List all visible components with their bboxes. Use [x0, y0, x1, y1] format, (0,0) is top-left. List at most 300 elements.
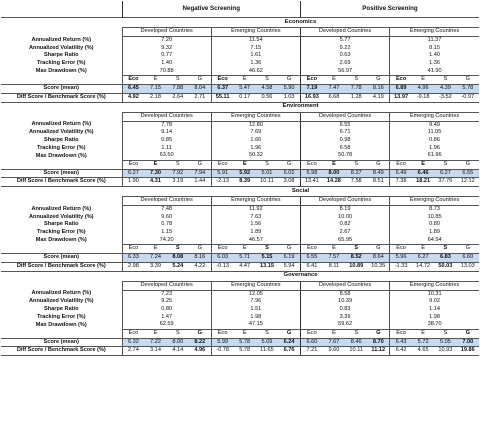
- metric-value: 0.78: [122, 221, 211, 229]
- score-diff-value: -3.52: [434, 93, 456, 102]
- metric-value: 6.58: [300, 145, 389, 153]
- metric-value: 8.73: [390, 206, 479, 214]
- metric-value: 59.62: [300, 321, 389, 329]
- region-header-row: [1, 112, 479, 121]
- metric-value: 2.67: [300, 229, 389, 237]
- metric-row: [1, 37, 479, 45]
- score-mean-value: 6.27: [434, 169, 456, 178]
- metric-value: 11.37: [390, 37, 479, 45]
- score-mean-value: 6.33: [122, 254, 144, 263]
- metric-value: 56.97: [300, 68, 389, 76]
- score-col-label: G: [367, 245, 389, 254]
- developed-header: Developed Countries: [300, 197, 389, 206]
- score-col-label: Eco: [211, 160, 233, 169]
- metric-value: 8.19: [300, 206, 389, 214]
- score-col-label: Eco: [390, 329, 412, 338]
- metric-value: 0.85: [122, 137, 211, 145]
- metric-value: 10.31: [390, 290, 479, 298]
- score-diff-value: 5.94: [278, 262, 300, 271]
- score-col-label: E: [323, 245, 345, 254]
- metric-value: 9.60: [122, 214, 211, 222]
- score-mean-value: 8.27: [345, 169, 367, 178]
- metric-value: 9.32: [122, 45, 211, 53]
- score-mean-value: 6.55: [300, 254, 322, 263]
- score-diff-value: 3.39: [144, 262, 166, 271]
- score-col-label: G: [278, 329, 300, 338]
- metric-label: Tracking Error (%): [37, 229, 86, 236]
- score-diff-value: 2.74: [122, 347, 144, 356]
- metric-value: 7.15: [211, 45, 300, 53]
- score-mean-value: 5.99: [211, 338, 233, 347]
- metric-label: Annualized Volatility (%): [29, 213, 94, 220]
- score-col-label: Eco: [300, 76, 322, 85]
- score-diff-value: 9.60: [323, 347, 345, 356]
- metric-label: Sharpe Ratio: [44, 305, 79, 312]
- score-mean-value: 8.64: [367, 254, 389, 263]
- score-mean-value: 7.57: [323, 254, 345, 263]
- metric-value: 7.63: [211, 214, 300, 222]
- metric-row: [1, 60, 479, 68]
- score-col-label: G: [457, 329, 479, 338]
- score-col-label: E: [234, 76, 256, 85]
- metric-value: 46.57: [211, 237, 300, 245]
- score-diff-value: 13.41: [300, 178, 322, 187]
- score-diff-value: -9.18: [412, 93, 434, 102]
- score-mean-value: 7.94: [189, 169, 211, 178]
- score-mean-row: [1, 169, 479, 178]
- metric-value: 0.83: [300, 306, 389, 314]
- table-cell: [1, 271, 122, 281]
- score-mean-value: 8.22: [189, 338, 211, 347]
- metric-row: [1, 221, 479, 229]
- developed-header: Developed Countries: [300, 281, 389, 290]
- score-diff-label: Diff Score / Benchmark Score (%): [1, 262, 122, 271]
- score-diff-value: 13.97: [390, 93, 412, 102]
- score-col-label: S: [345, 245, 367, 254]
- corner-cell: [1, 1, 122, 18]
- metric-label: Sharpe Ratio: [44, 136, 79, 143]
- metric-value: 1.36: [211, 60, 300, 68]
- metric-value: 0.86: [390, 137, 479, 145]
- score-diff-value: 10.11: [256, 178, 278, 187]
- score-mean-value: 6.37: [211, 85, 233, 94]
- score-col-label: E: [234, 245, 256, 254]
- metric-label: Max Drawdown (%): [35, 321, 87, 328]
- section-title-row: [1, 271, 479, 281]
- score-diff-value: 2.18: [144, 93, 166, 102]
- section-title-row: [1, 18, 479, 28]
- score-col-label: S: [167, 76, 189, 85]
- score-mean-value: 6.27: [412, 254, 434, 263]
- region-header-row: [1, 28, 479, 37]
- score-diff-row: [1, 347, 479, 356]
- score-diff-value: 4.65: [412, 347, 434, 356]
- score-diff-value: 0.56: [256, 93, 278, 102]
- score-col-header-row: [1, 76, 479, 85]
- score-col-label: S: [345, 76, 367, 85]
- score-col-label: E: [144, 160, 166, 169]
- score-col-label: Eco: [390, 160, 412, 169]
- score-mean-value: 5.91: [211, 169, 233, 178]
- score-mean-value: 5.05: [434, 338, 456, 347]
- score-mean-value: 6.19: [278, 254, 300, 263]
- score-diff-row: [1, 262, 479, 271]
- score-mean-value: 7.00: [457, 338, 479, 347]
- metric-value: 8.58: [300, 290, 389, 298]
- score-mean-value: 5.78: [457, 85, 479, 94]
- score-col-label: Eco: [122, 160, 144, 169]
- metric-row: [1, 298, 479, 306]
- metric-value: 41.90: [390, 68, 479, 76]
- metric-label: Max Drawdown (%): [35, 152, 87, 159]
- metric-value: 74.20: [122, 237, 211, 245]
- metric-value: 7.69: [211, 129, 300, 137]
- metric-value: 0.80: [122, 306, 211, 314]
- score-mean-value: 7.67: [323, 338, 345, 347]
- metric-value: 65.95: [300, 237, 389, 245]
- score-col-label: E: [234, 160, 256, 169]
- score-mean-value: 6.89: [390, 85, 412, 94]
- score-diff-value: 12.12: [457, 178, 479, 187]
- score-mean-value: 7.78: [345, 85, 367, 94]
- score-mean-value: 6.43: [390, 338, 412, 347]
- metric-value: 0.63: [300, 52, 389, 60]
- region-header-row: [1, 281, 479, 290]
- metric-value: 12.80: [211, 121, 300, 129]
- score-mean-value: 5.15: [256, 254, 278, 263]
- score-col-label: Eco: [122, 329, 144, 338]
- score-diff-value: 7.21: [300, 347, 322, 356]
- developed-header: Developed Countries: [122, 197, 211, 206]
- score-mean-value: 8.16: [367, 85, 389, 94]
- metric-row: [1, 229, 479, 237]
- results-table: [1, 1, 479, 356]
- score-col-label: S: [256, 76, 278, 85]
- metric-row: [1, 214, 479, 222]
- score-col-label: G: [367, 76, 389, 85]
- developed-header: Developed Countries: [300, 28, 389, 37]
- score-col-label: G: [189, 329, 211, 338]
- metric-row: [1, 321, 479, 329]
- score-mean-value: 8.00: [323, 169, 345, 178]
- score-mean-label: Score (mean): [1, 254, 122, 263]
- score-col-label: G: [189, 76, 211, 85]
- table-cell: [1, 160, 122, 169]
- score-diff-value: 4.22: [189, 262, 211, 271]
- score-mean-value: 5.78: [234, 338, 256, 347]
- score-col-label: Eco: [300, 245, 322, 254]
- metric-label: Sharpe Ratio: [44, 221, 79, 228]
- score-diff-value: -0.78: [211, 347, 233, 356]
- score-mean-row: [1, 85, 479, 94]
- score-mean-value: 6.03: [211, 254, 233, 263]
- score-diff-value: 1.03: [278, 93, 300, 102]
- developed-header: Developed Countries: [300, 112, 389, 121]
- developed-header: Developed Countries: [122, 112, 211, 121]
- score-mean-value: 7.30: [144, 169, 166, 178]
- developed-header: Developed Countries: [122, 281, 211, 290]
- metric-value: 10.85: [390, 214, 479, 222]
- metric-value: 10.00: [300, 214, 389, 222]
- score-col-header-row: [1, 245, 479, 254]
- score-diff-value: 10.35: [367, 262, 389, 271]
- metric-value: 2.69: [300, 60, 389, 68]
- metric-value: 50.78: [300, 152, 389, 160]
- score-col-label: G: [367, 160, 389, 169]
- metric-value: 62.59: [122, 321, 211, 329]
- score-col-label: S: [434, 76, 456, 85]
- score-mean-value: 7.47: [323, 85, 345, 94]
- metric-value: 0.77: [122, 52, 211, 60]
- score-diff-label: Diff Score / Benchmark Score (%): [1, 347, 122, 356]
- score-col-label: Eco: [300, 329, 322, 338]
- score-mean-value: 8.16: [189, 254, 211, 263]
- score-col-label: Eco: [211, 245, 233, 254]
- metric-label: Tracking Error (%): [37, 313, 86, 320]
- score-mean-value: 7.92: [167, 169, 189, 178]
- score-col-label: E: [144, 76, 166, 85]
- score-col-label: S: [434, 160, 456, 169]
- metric-row: [1, 152, 479, 160]
- metric-value: 1.98: [211, 314, 300, 322]
- emerging-header: Emerging Countries: [211, 28, 300, 37]
- score-mean-value: 5.90: [278, 85, 300, 94]
- metric-label: Tracking Error (%): [37, 60, 86, 67]
- section-title: Economics: [122, 18, 479, 28]
- score-mean-value: 5.72: [412, 338, 434, 347]
- score-diff-value: 8.39: [234, 178, 256, 187]
- table-cell: [1, 28, 122, 37]
- score-diff-value: 8.11: [323, 262, 345, 271]
- metric-value: 64.94: [390, 237, 479, 245]
- score-mean-value: 8.04: [189, 85, 211, 94]
- metric-row: [1, 137, 479, 145]
- score-diff-value: 4.19: [367, 93, 389, 102]
- metric-value: 3.39: [300, 314, 389, 322]
- metric-value: 0.82: [300, 221, 389, 229]
- score-diff-value: -1.33: [390, 262, 412, 271]
- metric-row: [1, 314, 479, 322]
- score-mean-value: 6.32: [122, 338, 144, 347]
- metric-value: 1.89: [390, 229, 479, 237]
- metric-value: 1.36: [390, 60, 479, 68]
- metric-value: 1.96: [211, 145, 300, 153]
- score-mean-value: 8.52: [345, 254, 367, 263]
- score-col-label: S: [434, 329, 456, 338]
- table-cell: [1, 112, 122, 121]
- score-col-label: E: [412, 329, 434, 338]
- metric-value: 9.22: [300, 45, 389, 53]
- metric-value: 7.48: [122, 206, 211, 214]
- metric-value: 7.96: [211, 298, 300, 306]
- score-col-label: S: [256, 160, 278, 169]
- score-col-label: G: [189, 160, 211, 169]
- metric-value: 1.56: [211, 221, 300, 229]
- metric-value: 46.62: [211, 68, 300, 76]
- score-col-label: G: [457, 245, 479, 254]
- score-col-label: S: [167, 245, 189, 254]
- positive-screening-header: Positive Screening: [300, 1, 479, 18]
- score-col-label: E: [323, 76, 345, 85]
- metric-label: Annualized Volatility (%): [29, 298, 94, 305]
- score-diff-label: Diff Score / Benchmark Score (%): [1, 93, 122, 102]
- score-mean-value: 7.22: [144, 338, 166, 347]
- score-mean-value: 8.00: [167, 338, 189, 347]
- score-mean-value: 7.15: [144, 85, 166, 94]
- negative-screening-header: Negative Screening: [122, 1, 300, 18]
- score-col-label: E: [412, 160, 434, 169]
- score-col-label: Eco: [211, 76, 233, 85]
- score-diff-value: 10.11: [345, 347, 367, 356]
- score-diff-value: 4.14: [167, 347, 189, 356]
- score-col-label: E: [144, 245, 166, 254]
- score-col-label: Eco: [300, 160, 322, 169]
- score-mean-value: 7.88: [167, 85, 189, 94]
- score-diff-value: 5.78: [234, 347, 256, 356]
- score-mean-value: 7.24: [144, 254, 166, 263]
- score-col-label: G: [278, 160, 300, 169]
- score-col-label: Eco: [122, 76, 144, 85]
- score-diff-value: 10.89: [345, 262, 367, 271]
- metric-value: 1.40: [122, 60, 211, 68]
- metric-value: 1.89: [211, 229, 300, 237]
- table-cell: [1, 76, 122, 85]
- metric-value: 0.98: [300, 137, 389, 145]
- emerging-header: Emerging Countries: [390, 281, 479, 290]
- metric-value: 1.61: [211, 52, 300, 60]
- score-mean-value: 4.58: [256, 85, 278, 94]
- score-mean-value: 5.47: [234, 85, 256, 94]
- developed-header: Developed Countries: [122, 28, 211, 37]
- score-col-label: S: [256, 245, 278, 254]
- metric-value: 1.11: [122, 145, 211, 153]
- score-diff-value: 19.86: [457, 347, 479, 356]
- section-title: Social: [122, 187, 479, 197]
- score-diff-value: 14.28: [323, 178, 345, 187]
- score-col-header-row: [1, 160, 479, 169]
- score-diff-value: 8.51: [367, 178, 389, 187]
- metric-label: Annualized Volatility (%): [29, 129, 94, 136]
- score-col-label: E: [323, 329, 345, 338]
- metric-value: 1.15: [122, 229, 211, 237]
- score-mean-value: 6.55: [457, 169, 479, 178]
- score-diff-value: 11.12: [367, 347, 389, 356]
- score-mean-value: 6.46: [412, 169, 434, 178]
- score-diff-value: 5.24: [167, 262, 189, 271]
- table-cell: [1, 18, 122, 28]
- score-mean-value: 8.70: [367, 338, 389, 347]
- score-diff-value: 7.58: [345, 178, 367, 187]
- emerging-header: Emerging Countries: [211, 281, 300, 290]
- score-diff-value: 4.47: [234, 262, 256, 271]
- score-col-label: E: [323, 160, 345, 169]
- emerging-header: Emerging Countries: [211, 112, 300, 121]
- score-diff-value: 16.93: [300, 93, 322, 102]
- score-mean-value: 6.27: [122, 169, 144, 178]
- metric-value: 1.40: [390, 52, 479, 60]
- section-title-row: [1, 102, 479, 112]
- score-mean-label: Score (mean): [1, 338, 122, 347]
- score-col-label: S: [434, 245, 456, 254]
- score-mean-value: 6.98: [300, 169, 322, 178]
- score-mean-value: 8.08: [167, 254, 189, 263]
- score-diff-value: 0.17: [234, 93, 256, 102]
- score-diff-value: 18.21: [412, 178, 434, 187]
- score-mean-value: 6.45: [122, 85, 144, 94]
- metric-label: Annualized Return (%): [31, 36, 92, 43]
- score-mean-value: 6.49: [390, 169, 412, 178]
- metric-value: 9.25: [122, 298, 211, 306]
- score-diff-value: 50.03: [434, 262, 456, 271]
- metric-value: 1.51: [211, 306, 300, 314]
- table-cell: [1, 187, 122, 197]
- table-cell: [1, 197, 122, 206]
- score-diff-value: 1.44: [189, 178, 211, 187]
- score-mean-value: 5.01: [256, 169, 278, 178]
- score-diff-value: 14.72: [412, 262, 434, 271]
- score-diff-value: 11.65: [256, 347, 278, 356]
- score-col-label: E: [412, 245, 434, 254]
- score-mean-value: 8.49: [367, 169, 389, 178]
- metric-label: Annualized Volatility (%): [29, 44, 94, 51]
- emerging-header: Emerging Countries: [390, 28, 479, 37]
- score-diff-value: -0.13: [211, 262, 233, 271]
- score-col-label: S: [345, 329, 367, 338]
- metric-value: 5.77: [300, 37, 389, 45]
- score-col-label: G: [189, 245, 211, 254]
- emerging-header: Emerging Countries: [390, 112, 479, 121]
- score-diff-value: 4.92: [122, 93, 144, 102]
- score-col-label: S: [345, 160, 367, 169]
- metric-value: 11.05: [390, 129, 479, 137]
- metric-value: 61.96: [390, 152, 479, 160]
- score-mean-value: 8.46: [345, 338, 367, 347]
- score-col-label: G: [278, 245, 300, 254]
- metric-label: Annualized Return (%): [31, 205, 92, 212]
- score-mean-value: 4.39: [434, 85, 456, 94]
- section-title: Environment: [122, 102, 479, 112]
- table-cell: [1, 329, 122, 338]
- score-mean-value: 5.92: [234, 169, 256, 178]
- score-col-label: S: [167, 329, 189, 338]
- metric-value: 38.70: [390, 321, 479, 329]
- score-diff-value: 6.42: [390, 347, 412, 356]
- table-cell: [1, 102, 122, 112]
- metric-value: 1.66: [211, 137, 300, 145]
- metric-value: 7.23: [122, 290, 211, 298]
- emerging-header: Emerging Countries: [390, 197, 479, 206]
- region-header-row: [1, 197, 479, 206]
- metric-row: [1, 121, 479, 129]
- score-diff-value: 37.76: [434, 178, 456, 187]
- score-col-header-row: [1, 329, 479, 338]
- score-diff-value: 7.38: [390, 178, 412, 187]
- table-cell: [1, 281, 122, 290]
- score-diff-value: -2.13: [211, 178, 233, 187]
- metric-row: [1, 68, 479, 76]
- score-diff-value: 6.41: [300, 262, 322, 271]
- score-diff-value: 2.98: [122, 262, 144, 271]
- score-col-label: G: [457, 76, 479, 85]
- metric-value: 11.54: [211, 37, 300, 45]
- score-mean-value: 5.96: [390, 254, 412, 263]
- score-mean-row: [1, 338, 479, 347]
- score-mean-label: Score (mean): [1, 85, 122, 94]
- score-mean-value: 5.71: [234, 254, 256, 263]
- metric-row: [1, 129, 479, 137]
- metric-value: 7.78: [122, 121, 211, 129]
- score-diff-value: -0.97: [457, 93, 479, 102]
